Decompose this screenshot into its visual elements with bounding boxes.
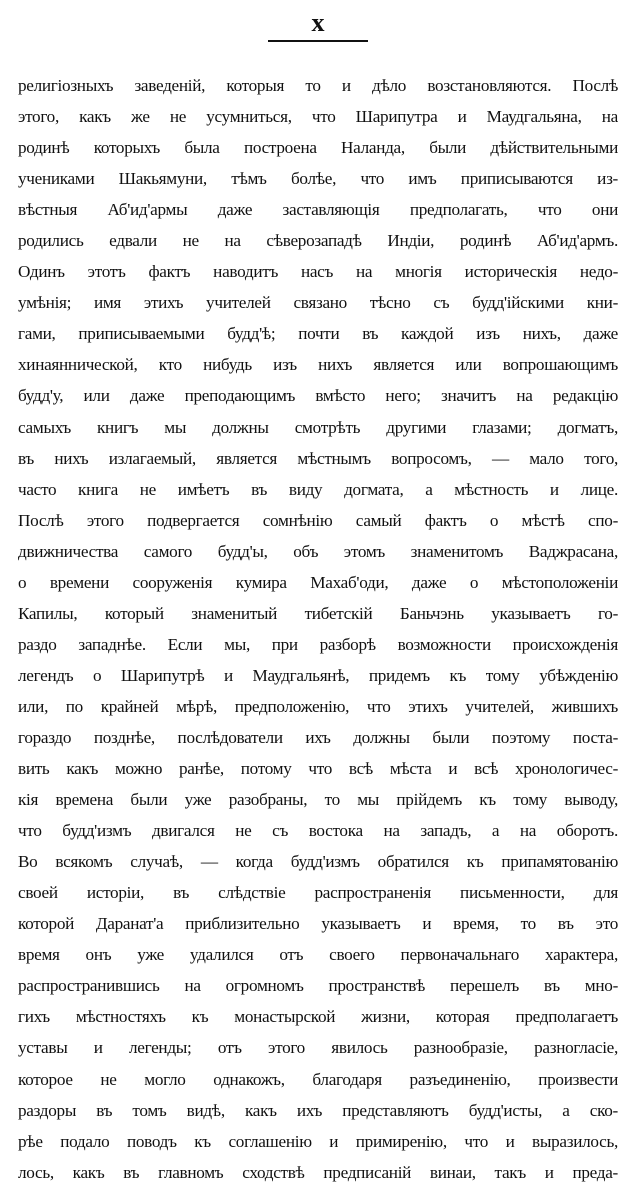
text-line: которой Даранат'а приблизительно указываетъ и время, то въ это [18, 914, 618, 934]
page-number: x [311, 8, 325, 37]
text-line: учениками Шакьямуни, тѣмъ болѣе, что имъ приписываются из- [18, 169, 618, 189]
text-line: раздо западнѣе. Если мы, при разборѣ возможности происхожденiя [18, 634, 618, 654]
text-line: легендъ о Шарипутрѣ и Маудгальянѣ, придемъ къ тому убѣжденiю [18, 665, 618, 685]
text-line: Одинъ этотъ фактъ наводитъ насъ на многiя историческiя недо- [18, 262, 618, 282]
header-rule [268, 40, 368, 42]
text-line: или, по крайней мѣрѣ, предположенiю, что этихъ учителей, жившихъ [18, 696, 618, 716]
text-line: Во всякомъ случаѣ, — когда будд'измъ обратился къ припамятованiю [18, 852, 618, 872]
text-line: Послѣ этого подвергается сомнѣнiю самый фактъ о мѣстѣ спо- [18, 510, 618, 530]
text-line: раздоры въ томъ видѣ, какъ ихъ представляютъ будд'исты, а ско- [18, 1100, 618, 1120]
text-line: умѣнiя; имя этихъ учителей связано тѣсно съ будд'iйскими кни- [18, 293, 618, 313]
text-line: кiя времена были уже разобраны, то мы прiйдемъ къ тому выводу, [18, 790, 618, 810]
text-line: уставы и легенды; отъ этого явилось разнообразiе, разногласiе, [18, 1038, 618, 1058]
text-line: этого, какъ же не усумниться, что Шарипутра и Маудгальяна, на [18, 107, 618, 127]
text-line: хинаяннической, кто нибудь изъ нихъ является или вопрошающимъ [18, 355, 618, 375]
text-line: время онъ уже удалился отъ своего первоначальнаго характера, [18, 945, 618, 965]
text-line: гораздо позднѣе, послѣдователи ихъ должны были поэтому поста- [18, 727, 618, 747]
text-line: которое не могло однакожъ, благодаря разъединенiю, произвести [18, 1069, 618, 1089]
text-line: вѣстныя Аб'ид'армы даже заставляющiя предполагать, что они [18, 200, 618, 220]
body-text [18, 70, 618, 1188]
text-line: гихъ мѣстностяхъ къ монастырской жизни, которая предполагаетъ [18, 1007, 618, 1027]
text-line: родились едвали не на сѣверозападѣ Индiи, родинѣ Аб'ид'армъ. [18, 231, 618, 251]
text-line: вить какъ можно ранѣе, потому что всѣ мѣста и всѣ хронологичес- [18, 759, 618, 779]
text-line: гами, приписываемыми будд'ѣ; почти въ каждой изъ нихъ, даже [18, 324, 618, 344]
text-line: своей исторiи, въ слѣдствiе распространенiя письменности, для [18, 883, 618, 903]
text-line: о времени сооруженiя кумира Махаб'оди, даже о мѣстоположенiи [18, 572, 618, 592]
text-line: родинѣ которыхъ была построена Наланда, были дѣйствительными [18, 138, 618, 158]
text-line: движничества самого будд'ы, объ этомъ знаменитомъ Ваджрасана, [18, 541, 618, 561]
text-line: самыхъ книгъ мы должны смотрѣть другими глазами; догматъ, [18, 417, 618, 437]
text-line: будд'у, или даже преподающимъ вмѣсто него; значитъ на редакцiю [18, 386, 618, 406]
text-line: рѣе подало поводъ къ соглашенiю и примиренiю, что и выразилось, [18, 1131, 618, 1151]
text-line: Капилы, который знаменитый тибетскiй Баньчэнь указываетъ го- [18, 603, 618, 623]
text-line: что будд'измъ двигался не съ востока на западъ, а на оборотъ. [18, 821, 618, 841]
text-line: религiозныхъ заведенiй, которыя то и дѣло возстановляются. Послѣ [18, 76, 618, 95]
text-line: въ нихъ излагаемый, является мѣстнымъ вопросомъ, — мало того, [18, 448, 618, 468]
text-line: распространившись на огромномъ пространствѣ перешелъ въ мно- [18, 976, 618, 996]
text-line: лось, какъ въ главномъ сходствѣ предписанiй винаи, такъ и преда- [18, 1162, 618, 1182]
text-line: часто книга не имѣетъ въ виду догмата, а мѣстность и лице. [18, 479, 618, 499]
